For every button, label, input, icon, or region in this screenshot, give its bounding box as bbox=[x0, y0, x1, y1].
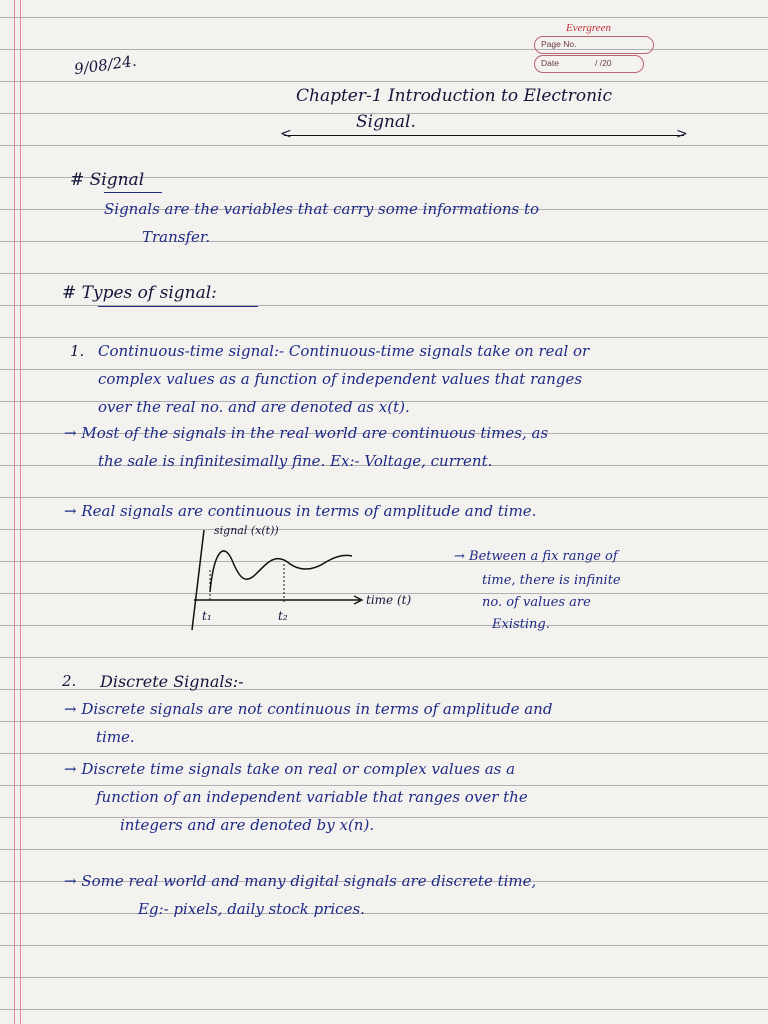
signal-heading: # Signal bbox=[70, 170, 145, 190]
continuous-line-6: → Real signals are continuous in terms of amplitude and time. bbox=[64, 502, 537, 520]
title-arrow-left-head: < bbox=[280, 126, 292, 142]
discrete-line-5: integers and are denoted by x(n). bbox=[120, 816, 375, 834]
graph-x-label: time (t) bbox=[366, 593, 412, 607]
discrete-line-4: function of an independent variable that ranges over the bbox=[96, 788, 528, 806]
title-arrow-right-head: > bbox=[676, 126, 688, 142]
chapter-subtitle: Signal. bbox=[356, 112, 416, 132]
continuous-line-5: the sale is infinitesimally fine. Ex:- Voltage, current. bbox=[98, 452, 493, 470]
graph-note-line-3: no. of values are bbox=[482, 595, 591, 610]
margin-line bbox=[14, 0, 15, 1024]
continuous-line-4: → Most of the signals in the real world are continuous times, as bbox=[64, 424, 549, 442]
discrete-number: 2. bbox=[62, 672, 77, 690]
date-value: / /20 bbox=[595, 58, 612, 68]
continuous-line-1: Continuous-time signal:- Continuous-time signals take on real or bbox=[98, 342, 590, 360]
discrete-heading: Discrete Signals:- bbox=[100, 672, 244, 691]
continuous-line-2: complex values as a function of independent values that ranges bbox=[98, 370, 583, 388]
title-arrow bbox=[284, 135, 684, 136]
graph-t1-label: t₁ bbox=[202, 609, 212, 623]
continuous-signal-curve bbox=[210, 551, 352, 592]
discrete-line-6: → Some real world and many digital signals are discrete time, bbox=[64, 872, 537, 890]
types-heading-underline bbox=[98, 306, 258, 307]
chapter-title: Chapter-1 Introduction to Electronic bbox=[296, 86, 613, 106]
continuous-number: 1. bbox=[70, 342, 85, 360]
graph-t2-label: t₂ bbox=[278, 609, 288, 623]
continuous-signal-graph bbox=[180, 520, 740, 670]
graph-note-line-2: time, there is infinite bbox=[482, 573, 621, 588]
signal-definition-line-1: Signals are the variables that carry some informations to bbox=[104, 200, 540, 218]
graph-note-line-4: Existing. bbox=[492, 617, 550, 632]
discrete-line-3: → Discrete time signals take on real or complex values as a bbox=[64, 760, 516, 778]
date-box bbox=[534, 55, 644, 73]
continuous-line-3: over the real no. and are denoted as x(t). bbox=[98, 398, 410, 416]
types-heading: # Types of signal: bbox=[62, 283, 217, 303]
margin-line-inner bbox=[20, 0, 21, 1024]
graph-y-label: signal (x(t)) bbox=[214, 524, 279, 537]
handwritten-date: 9/08/24. bbox=[73, 51, 138, 79]
discrete-line-1: → Discrete signals are not continuous in terms of amplitude and bbox=[64, 700, 553, 718]
date-label: Date bbox=[541, 58, 559, 68]
signal-heading-underline bbox=[104, 192, 162, 193]
graph-note-line-1: → Between a fix range of bbox=[454, 549, 618, 564]
brand-label: Evergreen bbox=[566, 22, 611, 34]
page-no-label: Page No. bbox=[541, 39, 577, 49]
page-no-box bbox=[534, 36, 654, 54]
discrete-line-7: Eg:- pixels, daily stock prices. bbox=[138, 900, 365, 918]
discrete-line-2: time. bbox=[96, 728, 135, 746]
signal-definition-line-2: Transfer. bbox=[142, 228, 211, 246]
